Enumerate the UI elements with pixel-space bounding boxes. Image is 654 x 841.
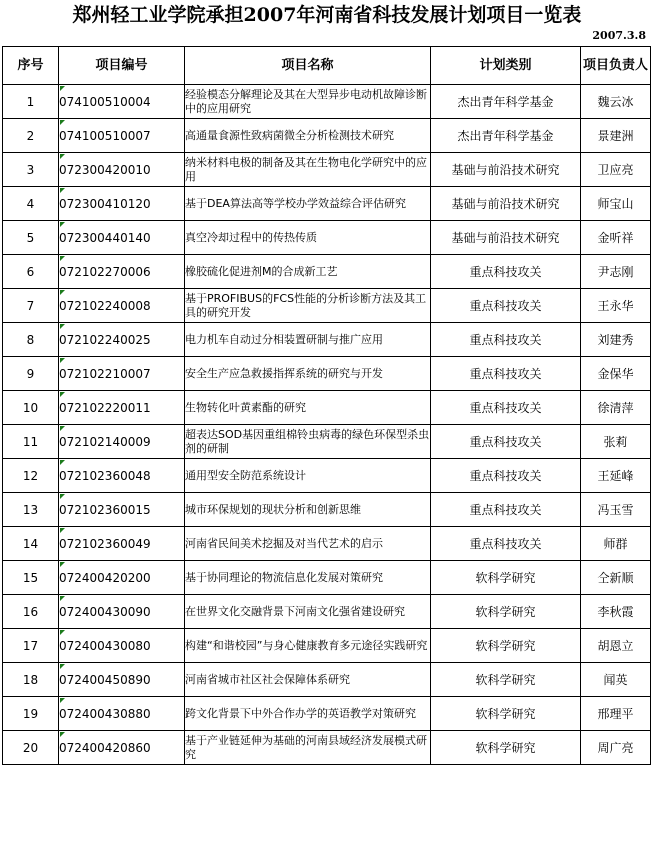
row-type-cell: 基础与前沿技术研究	[431, 221, 581, 255]
project-table	[2, 46, 651, 765]
row-code-cell: 074100510004	[59, 85, 185, 119]
row-type-cell: 软科学研究	[431, 561, 581, 595]
table-row	[3, 731, 651, 765]
row-index-cell: 5	[3, 221, 59, 255]
page-title: 郑州轻工业学院承担2007年河南省科技发展计划项目一览表	[72, 4, 582, 26]
row-name-cell: 真空冷却过程中的传热传质	[185, 221, 431, 255]
row-index-cell: 20	[3, 731, 59, 765]
row-leader-cell: 卫应亮	[581, 153, 651, 187]
row-code-cell: 072102240025	[59, 323, 185, 357]
row-index-cell: 14	[3, 527, 59, 561]
row-name-cell: 橡胶硫化促进剂M的合成新工艺	[185, 255, 431, 289]
row-name-cell: 河南省民间美术挖掘及对当代艺术的启示	[185, 527, 431, 561]
row-leader-cell: 魏云冰	[581, 85, 651, 119]
row-type-cell: 重点科技攻关	[431, 357, 581, 391]
row-name-cell: 经验模态分解理论及其在大型异步电动机故障诊断中的应用研究	[185, 85, 431, 119]
table-row	[3, 493, 651, 527]
row-index-cell: 15	[3, 561, 59, 595]
row-code-cell: 072300440140	[59, 221, 185, 255]
header-code: 项目编号	[59, 47, 185, 85]
row-leader-cell: 王永华	[581, 289, 651, 323]
row-code-cell: 072102270006	[59, 255, 185, 289]
table-row	[3, 323, 651, 357]
row-name-cell: 通用型安全防范系统设计	[185, 459, 431, 493]
row-leader-cell: 金听祥	[581, 221, 651, 255]
row-code-cell: 072400450890	[59, 663, 185, 697]
row-name-cell: 跨文化背景下中外合作办学的英语教学对策研究	[185, 697, 431, 731]
row-index-cell: 9	[3, 357, 59, 391]
row-leader-cell: 金保华	[581, 357, 651, 391]
row-index-cell: 2	[3, 119, 59, 153]
table-row	[3, 459, 651, 493]
row-type-cell: 重点科技攻关	[431, 289, 581, 323]
row-type-cell: 杰出青年科学基金	[431, 85, 581, 119]
row-leader-cell: 周广亮	[581, 731, 651, 765]
table-row	[3, 357, 651, 391]
table-row	[3, 697, 651, 731]
row-index-cell: 13	[3, 493, 59, 527]
row-type-cell: 重点科技攻关	[431, 459, 581, 493]
row-index-cell: 3	[3, 153, 59, 187]
row-name-cell: 构建“和谐校园”与身心健康教育多元途径实践研究	[185, 629, 431, 663]
row-index-cell: 10	[3, 391, 59, 425]
row-name-cell: 电力机车自动过分相装置研制与推广应用	[185, 323, 431, 357]
row-leader-cell: 师宝山	[581, 187, 651, 221]
row-index-cell: 6	[3, 255, 59, 289]
row-type-cell: 软科学研究	[431, 731, 581, 765]
row-leader-cell: 徐清萍	[581, 391, 651, 425]
header-leader: 项目负责人	[581, 47, 651, 85]
row-index-cell: 7	[3, 289, 59, 323]
row-type-cell: 软科学研究	[431, 629, 581, 663]
row-code-cell: 072102360015	[59, 493, 185, 527]
row-code-cell: 072102220011	[59, 391, 185, 425]
row-type-cell: 重点科技攻关	[431, 527, 581, 561]
row-type-cell: 重点科技攻关	[431, 255, 581, 289]
table-row	[3, 289, 651, 323]
header-type: 计划类别	[431, 47, 581, 85]
row-type-cell: 基础与前沿技术研究	[431, 153, 581, 187]
row-type-cell: 重点科技攻关	[431, 425, 581, 459]
row-leader-cell: 冯玉雪	[581, 493, 651, 527]
row-leader-cell: 闻英	[581, 663, 651, 697]
row-index-cell: 1	[3, 85, 59, 119]
row-name-cell: 高通量食源性致病菌微全分析检测技术研究	[185, 119, 431, 153]
row-index-cell: 12	[3, 459, 59, 493]
row-index-cell: 4	[3, 187, 59, 221]
row-code-cell: 072102210007	[59, 357, 185, 391]
table-row	[3, 187, 651, 221]
row-name-cell: 在世界文化交融背景下河南文化强省建设研究	[185, 595, 431, 629]
row-name-cell: 超表达SOD基因重组棉铃虫病毒的绿色环保型杀虫剂的研制	[185, 425, 431, 459]
row-index-cell: 8	[3, 323, 59, 357]
row-code-cell: 072400420200	[59, 561, 185, 595]
row-name-cell: 生物转化叶黄素酯的研究	[185, 391, 431, 425]
row-code-cell: 072300410120	[59, 187, 185, 221]
row-type-cell: 重点科技攻关	[431, 391, 581, 425]
row-code-cell: 072400420860	[59, 731, 185, 765]
row-type-cell: 杰出青年科学基金	[431, 119, 581, 153]
row-code-cell: 072102140009	[59, 425, 185, 459]
row-type-cell: 重点科技攻关	[431, 323, 581, 357]
table-header-row	[3, 47, 651, 85]
row-index-cell: 18	[3, 663, 59, 697]
row-code-cell: 072102360048	[59, 459, 185, 493]
table-row	[3, 221, 651, 255]
table-row	[3, 119, 651, 153]
row-type-cell: 软科学研究	[431, 595, 581, 629]
row-type-cell: 软科学研究	[431, 697, 581, 731]
row-code-cell: 072300420010	[59, 153, 185, 187]
table-row	[3, 85, 651, 119]
row-leader-cell: 邢理平	[581, 697, 651, 731]
header-name: 项目名称	[185, 47, 431, 85]
row-code-cell: 074100510007	[59, 119, 185, 153]
row-code-cell: 072102360049	[59, 527, 185, 561]
row-name-cell: 城市环保规划的现状分析和创新思维	[185, 493, 431, 527]
row-name-cell: 基于协同理论的物流信息化发展对策研究	[185, 561, 431, 595]
row-type-cell: 软科学研究	[431, 663, 581, 697]
row-leader-cell: 尹志刚	[581, 255, 651, 289]
row-leader-cell: 师群	[581, 527, 651, 561]
row-leader-cell: 李秋霞	[581, 595, 651, 629]
row-leader-cell: 刘建秀	[581, 323, 651, 357]
table-row	[3, 527, 651, 561]
row-leader-cell: 景建洲	[581, 119, 651, 153]
row-leader-cell: 张莉	[581, 425, 651, 459]
table-row	[3, 595, 651, 629]
row-leader-cell: 仝新顺	[581, 561, 651, 595]
row-code-cell: 072400430080	[59, 629, 185, 663]
row-index-cell: 17	[3, 629, 59, 663]
table-row	[3, 391, 651, 425]
header-index: 序号	[3, 47, 59, 85]
row-name-cell: 基于产业链延伸为基础的河南县域经济发展模式研究	[185, 731, 431, 765]
table-row	[3, 153, 651, 187]
table-row	[3, 255, 651, 289]
row-type-cell: 重点科技攻关	[431, 493, 581, 527]
row-index-cell: 11	[3, 425, 59, 459]
row-code-cell: 072400430880	[59, 697, 185, 731]
date-label: 2007.3.8	[592, 29, 646, 42]
row-name-cell: 纳米材料电极的制备及其在生物电化学研究中的应用	[185, 153, 431, 187]
row-name-cell: 安全生产应急救援指挥系统的研究与开发	[185, 357, 431, 391]
table-row	[3, 663, 651, 697]
row-leader-cell: 王延峰	[581, 459, 651, 493]
row-index-cell: 19	[3, 697, 59, 731]
row-code-cell: 072400430090	[59, 595, 185, 629]
row-name-cell: 基于PROFIBUS的FCS性能的分析诊断方法及其工具的研究开发	[185, 289, 431, 323]
row-name-cell: 河南省城市社区社会保障体系研究	[185, 663, 431, 697]
row-leader-cell: 胡恩立	[581, 629, 651, 663]
row-name-cell: 基于DEA算法高等学校办学效益综合评估研究	[185, 187, 431, 221]
table-row	[3, 629, 651, 663]
table-row	[3, 425, 651, 459]
row-code-cell: 072102240008	[59, 289, 185, 323]
row-type-cell: 基础与前沿技术研究	[431, 187, 581, 221]
table-row	[3, 561, 651, 595]
row-index-cell: 16	[3, 595, 59, 629]
